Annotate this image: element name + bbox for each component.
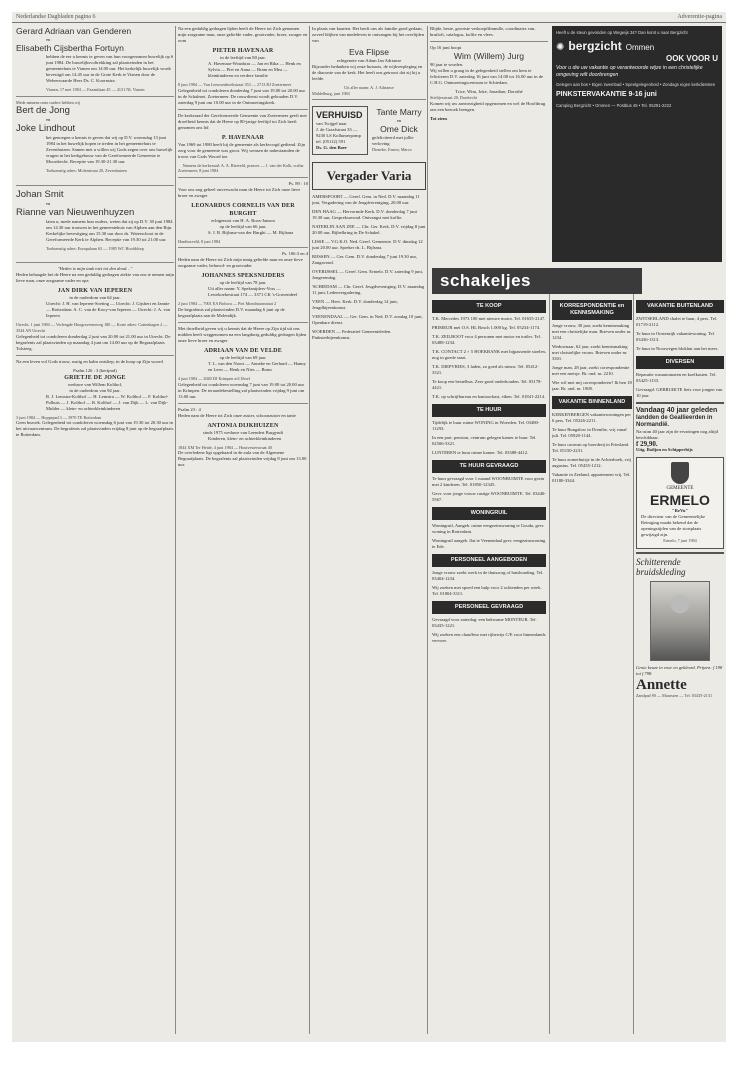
book-ad-price: f 29,90. [636, 440, 658, 448]
classified-item: T.K. ZEILBOOT voor 4 personen met motor en trailer. Tel. 03488-1234. [432, 334, 542, 345]
classified-item: Jonge vrouw zoekt werk in de thuiszorg of huishouding. Tel. 03404-1234. [432, 570, 544, 581]
column-2 [178, 26, 308, 1036]
obituary-name: GRIETJE DE JONGE [64, 374, 126, 381]
obituary-text: Heden nam de Heere tot Zich onze zuster, schoonzuster en tante [178, 412, 296, 418]
classified-item: Jonge man, 28 jaar, zoekt correspondentie met een meisje. Br. ond. nr. 2210. [552, 365, 630, 376]
obituary-quote: "Heden is mijn taak niet tot den dood…" [57, 266, 133, 272]
book-ad-title: Vandaag 40 jaar geleden [636, 407, 718, 414]
bergzicht-logo: bergzicht [568, 38, 622, 53]
obituary-place: 4 juni 1984 — 2040 DJ Krimpen a/d IJssel [178, 375, 250, 381]
classified-item: Tijdelijk te huur ruime WONING in Woerden. Tel. 03480-11293. [432, 420, 540, 431]
fashion-ad-name: Annette [636, 676, 687, 693]
obituary-tail: De begrafenis zal plaatsvinden D.V. maandag 6 juni op de begraafplaats aan de Molendijk. [178, 306, 285, 318]
moved-address: J. de Graafstraat 33 — 9230 LS Kollumerpomp [316, 127, 361, 139]
section-personeel-aangeboden: PERSONEEL AANGEBODEN [432, 554, 546, 567]
obituary-tail: De overledene ligt opgebaard in de aula van de Algemene Begraafplaats. De begrafenis zal plaatsvinden vrijdag 8 juni om 13.00 uur. [178, 450, 307, 468]
obituary-text: De kerkeraad der Gereformeerde Gemeente van Zoetermeer geeft met droefheid kennis dat de Heere op 80-jarige leeftijd tot Zich heeft genomen ons lid [178, 112, 307, 130]
ermelo-notice [636, 457, 724, 549]
section-correspondentie: KORRESPONDENTIE en KENNISMAKING [552, 300, 632, 320]
classified-item: DEN HAAG — Hervormde Kerk. D.V. donderdag 7 juni 19.30 uur, Gespreksavond. Ontvangst met koffie. [312, 209, 417, 221]
classified-item: WOERDEN — Federatief Gemeenteleden. Pinksterbijeenkomst. [312, 329, 392, 341]
congrats-text: gefeliciteerd met jullie verloving [372, 135, 414, 147]
column-divider [175, 26, 176, 1034]
ermelo-name: ERMELO [650, 492, 710, 508]
obituary-place: 3 juni 1984 — Hoppepad 3 — 3970 TE Rotterdam [16, 414, 102, 420]
personeel-gevraagd-list [432, 617, 546, 644]
birthday-intro: Op 16 juni hoopt [430, 45, 462, 50]
municipal-shield-icon [671, 462, 689, 484]
classified-item: In een part. pension, centrum gelegen kamer te huur. Tel. 02506-3321. [432, 435, 537, 446]
classified-item: ZWITSERLAND chalet te huur, 4 pers. Tel. 01719-2112. [636, 316, 718, 327]
obituary-tail: Geen bezoek. Gelegenheid tot condoleren woensdag 6 juni van 19.30 tot 20.30 uur in het uitvaartcentrum. De begrafenis zal plaatsvinden vrijdag 8 juni op de begraafplaats te Rotterdam. [16, 420, 174, 438]
announcement-conjunction: en [46, 117, 51, 123]
column-divider [549, 294, 550, 1034]
moved-notice [312, 106, 368, 155]
section-personeel-gevraagd: PERSONEEL GEVRAAGD [432, 601, 546, 614]
ermelo-sign: Ermelo, 7 juni 1984 [663, 538, 697, 543]
thanks-place: Middelburg, juni 1984 [312, 90, 350, 96]
announcement-name: Rianne van Nieuwenhuyzen [16, 206, 135, 218]
obituary-text: Na een geduldig gedragen lijden heeft de Heere tot Zich genomen mijn zorgzame man, onze geliefde vader, grootvader, broer, zwager en oom [178, 26, 308, 43]
section-diversen: DIVERSEN [636, 356, 724, 369]
classified-item: Te huur Bungalow in Drenthe, vrij vanaf juli. Tel. 05920-1144. [552, 427, 627, 438]
obituary-name: JOHANNES SPEKSNIJDERS [201, 273, 285, 280]
obituary-age: in de ouderdom van 64 jaar. [69, 295, 121, 301]
fashion-ad-text: Grote keuze in voor en gekleurd. Prijzen: f 198 tot f 798. [636, 664, 723, 676]
classified-item: Wie wil met mij corresponderen? Ik ben 18 jaar. Br. ond. nr. 1908. [552, 380, 632, 391]
bergzicht-features: Gelegen aan bos • Eigen zwembad • Speelgelegenheid • Zondags eigen kerkdiensten [556, 81, 716, 87]
obituary-text: Voor ons nog geheel onverwacht nam de Heere tot Zich onze lieve broer en zwager [178, 186, 301, 198]
diversen-list [636, 372, 724, 399]
section-te-huur: TE HUUR [432, 404, 546, 417]
column-1 [16, 26, 174, 1036]
obituary-age: op de leeftijd van 69 jaar. [219, 354, 267, 360]
section-vakantie-binnenland: VAKANTIE BINNENLAND [552, 396, 632, 409]
birthday-age: 90 jaar te worden. [430, 62, 464, 67]
bergzicht-tagline: OOK VOOR U [665, 53, 718, 63]
classified-item: Te koop een bestelbus. Zeer goed onderhouden. Tel. 03178-4421. [432, 379, 542, 390]
obituary-age: op de leeftijd van 66 jaar. [219, 223, 267, 229]
classified-item: Weduwnaar, 62 jaar, zoekt kennismaking met christelijke vrouw. Brieven onder nr. 3301. [552, 344, 628, 361]
bergzicht-pinkster: PINKSTERVAKANTIE 9-16 juni [556, 91, 657, 99]
woningruil-list [432, 523, 546, 550]
obituary-age: sinds 1975 weduwe van Leendert Burgyndt [203, 429, 283, 435]
congrats-conjunction: en [396, 118, 402, 124]
classified-item: Te huur gevraagd voor 1 maand WOONRUIMTE voor gezin met 2 kinderen. Tel. 01850-12345. [432, 476, 545, 487]
classified-item: Woningruil aangeb. flat te Veenendaal gevr. eengezinswoning te Ede. [432, 538, 546, 549]
classified-item: RIJSSEN — Ger. Gem. D.V. donderdag 7 juni 19.30 uur, Zangavond. [312, 254, 417, 266]
section-te-koop: TE KOOP [432, 300, 546, 313]
birthday-closing: Tot ziens [430, 115, 448, 121]
announcement-text: het genoegen u kennis te geven dat wij op D.V. woensdag 13 juni 1984 in het huwelijk hopen te treden in het gemeentehuis te Zevenhuizen. Samen met u willen wij Gods zegen over ons huwelijk vragen in het kerkgebouw van de Gereformeerde Gemeente te Moordrecht. Receptie van 19.30-21.30 uur. [46, 135, 173, 165]
classified-item: PRIMEUR mei O.S. HL Bosch 1.000 kg. Tel. 05234-1174. [432, 325, 541, 330]
birthday-sign: Trice, Wim, Joke, Jonathan, Dorothé [455, 89, 523, 94]
classified-item: Reparatie wasautomaten en koelkasten. Tel. 03425-1133. [636, 372, 717, 383]
obituary-sub: echtgenoot van H. A. Roos-Janson [211, 217, 275, 223]
fashion-ad-address: Zandpad 90 — Maarssen — Tel. 03435-2131 [636, 692, 713, 698]
bergzicht-text: Voor u die uw vakantie op verantwoorde wijze in een christelijke omgeving wilt doorbrengen [556, 64, 703, 78]
obituary-age: in de ouderdom van 94 jaar. [69, 387, 121, 393]
announcement-name: Bert de Jong [16, 105, 70, 117]
announcement-name: Johan Smit [16, 188, 64, 200]
classified-item: Te huur in Oostenrijk vakantiewoning. Tel. 03436-1313. [636, 331, 716, 342]
moved-sub: van Twijgel naar [316, 121, 347, 127]
obituary-name: ADRIAAN VAN DE VELDE [204, 347, 282, 354]
classified-item: 'SCHIEDAM — Chr. Geref. Jeugdvereniging. D.V. maandag 11 juni, Ledenvergadering. [312, 284, 425, 296]
obituary-name: LEONARDUS CORNELIS VAN DER BURGHT [191, 202, 295, 217]
classified-item: OVERIJSSEL — Geref. Gem. Ermelo. D.V. zaterdag 9 juni, Jongerendag. [312, 269, 423, 281]
header-rule [12, 22, 726, 23]
obituary-tail: Gelegenheid tot condoleren donderdag 7 juni van 19.00 tot 20.00 uur in de Schalmei, Zoetermeer. De rouwdienst wordt gehouden D.V. zaterdag 9 juni om 10.00 uur in de Ontmoetingskerk. [178, 87, 306, 105]
obituary-place: 8 juni 1984 — Van Leeuwenhoekstraat 353 — 2713 RJ Zoetermeer [178, 82, 292, 87]
moved-phone: tel. (05112) 591 [316, 139, 346, 145]
column-6 [636, 296, 724, 1036]
announcement-address: Vianen, 17 mei 1984 — Fazantlaan 45 — 4131 NL Vianen [46, 87, 145, 92]
column-divider [633, 294, 634, 1034]
obituary-name: JAN DIRK VAN IEPEREN [57, 288, 133, 295]
page-header-left: Nederlandse Dagbladen pagina 6 [16, 14, 96, 20]
obituary-place: Hardinxveld, 8 juni 1984 [178, 238, 221, 244]
classified-item: T.K. op schrijfbureau en kantoorkast, eiken. Tel. 01841-2214. [432, 394, 546, 399]
birthday-tail: Komen wij uw aanwezigheid opgenomen en wel de Hooftbrug ons een bezoek brengen. [430, 100, 546, 112]
classified-item: Gevr. voor jonge vrouw rustige WOONRUIMTE. Tel. 03440-5567. [432, 491, 546, 502]
psalm-ref: Ps. 106:3 en 4 [281, 251, 308, 257]
newspaper-page [12, 12, 726, 1042]
obituary-family: Uit aller naam: Y. Speksnijders-Voss — Lewekoekestraat 174 — 3371 CK 's-Gravendeel [208, 286, 298, 298]
ermelo-text: De directeur van de Gemeentelijke Reiniging maakt bekend dat de openingstijden van de stortplaats gewijzigd zijn. [641, 514, 706, 537]
thanks-name: Eva Flipse [348, 47, 390, 57]
bergzicht-place: Ommen [625, 42, 655, 52]
section-vakantie-buitenland: VAKANTIE BUITENLAND [636, 300, 724, 313]
birthday-text: Wij willen u graag in de gelegenheid stellen om hem te feliciteren D.V. zaterdag 16 juni van 14.00 tot 16.00 uur in de C.H.G. Ontmoetingscentrum te Schiedam. [430, 68, 544, 85]
obituary-family: R. J. Lemstra-Kolthof — H. Lemstra — W. Kolthof — F. Kolthof-Polhuis — J. Kolthof — R. Kolthof — J. van Dijk — L. van Dijk-Mulder — klein- en achterkleinkinderen [46, 393, 169, 411]
fashion-ad-title: Schitterende bruidskleding [636, 556, 686, 577]
classified-item: AMERSFOORT — Geref. Gem. in Ned. D.V. maandag 11 juni, Vergadering van de Jeugdvereniging, 20.00 uur. [312, 194, 420, 206]
psalm-ref: Ps. 89 : 10 [288, 180, 308, 186]
congrats-notice [372, 103, 426, 158]
classified-item: LUNTEREN te huur ruime kamer. Tel. 03388-4412. [432, 450, 529, 455]
bergzicht-ad [552, 26, 722, 266]
thanks-text: In plaats van kaarten. Het heeft ons als familie goed gedaan, zoveel blijken van medeleven te ontvangen bij het overlijden van [312, 26, 424, 43]
obituary-place: 2 juni 1984 — 7001 EA Bolswa — Piet Mondriaanstraat 2 [178, 301, 277, 307]
announcement-conjunction: en [46, 200, 51, 206]
vakantie-binnenland-list [552, 412, 632, 484]
classified-item: Te huur caravan op boerderij in Friesland. Tel. 05150-2231. [552, 442, 630, 453]
classified-item: Te huur in Noorwegen blokhut aan het meer. [636, 346, 719, 351]
announcement-name: Joke Lindhout [16, 123, 76, 135]
bergzicht-intro: Heeft u de steun gevonden op Wegwijs 34? Dan komt u naar Bergzicht [556, 30, 688, 35]
obituary-place: 1844 XM Ter Heide, 4 juni 1984 — Houtvesterstraat 40 [178, 444, 272, 450]
announcement-conjunction: en [46, 37, 51, 42]
classified-item: KERKENBERGEN vakantiewoningen per 6 pers. Tel. 05226-2211. [552, 412, 631, 423]
classified-item: T.K. DIEPVRIES, 3 laden, zo goed als nieuw. Tel. 05412-3321. [432, 364, 539, 375]
obituary-name: P. HAVENAAR [221, 134, 265, 141]
obituary-text: Heden behaagde het de Heere na een geduldig gedragen ziekte van ons te nemen mijn lieve man, onze zorgzame vader en opa [16, 272, 174, 284]
schakeljes-banner: schakeljes [432, 268, 642, 294]
classified-item: Wij zoeken een chauffeur met rijbewijs C/E voor binnenlands vervoer. [432, 632, 546, 643]
book-ad-subtitle: landden de Geallieerden in Normandië. [636, 415, 713, 428]
classified-item: Gevraagd voor zaterdag: een bekwame MONTEUR. Tel. 03435-1221. [432, 617, 537, 628]
te-koop-list [432, 316, 546, 400]
announcement-address: Toekomstig adres: Europalaan 63 — 1985 WC Hoofddorp [46, 245, 144, 251]
moved-name: Ds. G. den Boer [316, 145, 348, 151]
column-4-top [430, 26, 548, 266]
thanks-sub: echtgenote van Adam Jan Adrianse [336, 58, 402, 63]
column-4-classifieds [432, 296, 546, 1036]
obituary-name: ANTONIA DIJKHUIZEN [207, 422, 279, 429]
thanks-text: Bijzonder bedanken wij onze huisarts, de wijkverpleging en de diaconie van de kerk. Het heeft ons getroost dat zij bij u leefde. [312, 64, 423, 81]
announcement-text: hebben de eer u kennis te geven van hun voorgenomen huwelijk op 6 juni 1984. De huwelijksvoltrekking zal plaatsvinden in het gemeentehuis te Vianen om 14.00 uur. Het kerkelijk huwelijk wordt bevestigd om 14.45 uur in de Grote Kerk te Vianen door de Weleerwaarde Heer Ds. C. Koornstra. [46, 54, 174, 83]
te-huur-list [432, 420, 546, 456]
obituary-family: Kinderen, klein- en achterkleinkinderen [208, 435, 282, 441]
obituary-age: op de leeftijd van 78 jaar. [219, 280, 267, 286]
obituary-family: A. Havenaar-Woudstra — Jan en Rika — Henk en Sylvia — Piet en Anna — Bram en Mea — kleinkinderen en verdere familie [208, 61, 301, 78]
obituary-tail: Gelegenheid tot condoleren donderdag 2 juni van 20.00 tot 21.00 uur in Utrecht. De begrafenis zal plaatsvinden op maandag 4 juni om 14.00 uur op de Begraafplaats Tolsteeg. [16, 333, 171, 351]
column-3 [312, 26, 426, 1036]
classified-item: NATERLIN AAN ZEE — Chr. Ger. Kerk. D.V. vrijdag 8 juni 20.00 uur, Bijbelkring in De Schakel. [312, 224, 426, 236]
classified-item: Woningruil, Aangeb. ruime eengezinswoning te Gouda, gevr. woning in Rotterdam. [432, 523, 545, 534]
ermelo-pre: GEMEENTE [666, 486, 694, 491]
bergzicht-contact: Camping Bergzicht • Ommen — Postbus 45 • Tel. 05291-2222 [556, 103, 672, 109]
classified-item: LISSE — V.G.K.O. Ned. Geref. Gemeente. D.V. dinsdag 12 juni 20.00 uur. Spreker ds. L. Bijlsma. [312, 239, 423, 251]
ermelo-sub: "ReVu" [672, 508, 688, 513]
classified-item: Wij zoeken met spoed een hulp voor 2 ochtenden per week. Tel. 01804-3311. [432, 585, 542, 596]
announcement-name: Elisabeth Cijsbertha Fortuyn [16, 43, 124, 53]
book-ad-text: Na ruim 40 jaar zijn de ervaringen nog altijd beschikbaar. [636, 429, 718, 440]
congrats-name: Ome Dick [380, 124, 418, 135]
classified-item: VEEN — Herv. Kerk. D.V. donderdag 14 juni, Jeugdbijeenkomst. [312, 299, 398, 311]
classified-item: Gevraagd: GEBRUIKTE fiets voor jongen van 10 jaar. [636, 387, 723, 398]
congrats-name: Tante Marry [376, 107, 422, 118]
classified-item: T.K. CONTACT 2 × 5 HOEKBANK met bijpassende stoelen, nog in goede staat. [432, 349, 546, 360]
congrats-sign: Dieneke, Ernest, Marco [372, 147, 412, 153]
obituary-text: Na een leven vol Gods trouw, rustig en kalm ontsliep, in de hoop op Zijn woord [16, 358, 163, 364]
obituary-place: Utrecht, 1 juni 1984 — Verlengde Hoogravenseweg 180 — Korte adres: Cattenhagen 2 — 3544 AN Utrecht [16, 322, 168, 333]
personeel-list [432, 570, 546, 597]
obituary-sign: Namens de kerkeraad: A. A. Rietveld, praeses — J. van der Kolk, scriba [182, 162, 304, 168]
obituary-place: Zoetermeer, 8 juni 1984 [178, 168, 219, 174]
classified-item: T.K. Mercedes 1973 100 met nieuwe motor. Tel. 01655-2147. [432, 316, 546, 321]
column-divider [427, 26, 428, 1034]
classified-item: Jonge vrouw, 30 jaar, zoekt kennismaking met een christelijke man. Brieven onder nr. 1234. [552, 323, 632, 340]
obituary-family: S. J. B. Bijlsma-van der Burght — M. Bijlsma [208, 229, 294, 235]
vergader-list [312, 194, 426, 341]
obituary-tail: Gelegenheid tot condoleren woensdag 7 juni van 19.00 tot 20.00 uur in Krimpen. De teraardebestelling zal plaatsvinden vrijdag 9 juni om 13.00 uur. [178, 381, 305, 399]
obituary-text: Heden nam de Heere tot Zich mijn innig geliefde man en onze lieve zorgzame vader, behuwd- en grootvader [178, 257, 303, 269]
announcement-text: laten u, mede namens hun ouders, weten dat zij op D.V. 30 juni 1984 om 14.30 uur trouwen in het gemeentehuis van Alphen aan den Rijn. Kerkelijke bevestiging om 15.30 uur door ds. Waterschoot in de Gereformeerde Kerk te Alphen. Receptie van 19.30 tot 21.00 uur. [46, 218, 173, 242]
correspondentie-list [552, 323, 632, 392]
psalm-ref: Psalm 23 : 4 [178, 406, 201, 412]
obituary-family: T. L. van den Noort — Anneke en Gerhard — Hanny en Leen — Henk en Nies — Bram [208, 360, 306, 372]
obituary-sub: weduwe van Willem Kolthof, [67, 381, 123, 387]
obituary-text: Met droefheid geven wij u kennis dat de Heere op Zijn tijd uit ons midden heeft weggenomen na een langdurig geduldig gedragen lijden onze lieve broer en zwager [178, 325, 307, 343]
bride-photo [650, 581, 710, 661]
vakantie-buitenland-list [636, 316, 724, 352]
birthday-name: Wim (Willem) Jurg [453, 51, 525, 61]
section-te-huur-gevraagd: TE HUUR GEVRAAGD [432, 460, 546, 473]
obituary-name: PIETER HAVENAAR [212, 48, 274, 54]
intro-text: Blijde, beste, grootste verkoopfilmnulle, coordinates van, bruiloft, catalogus, koffie en vlees. [430, 26, 536, 37]
gevraagd-list [432, 476, 546, 503]
announcement-name: Gerard Adriaan van Genderen [16, 26, 132, 36]
bergzicht-flame-icon: ✺ [556, 41, 565, 53]
announcement-intro: Mede namens onze ouders hebben wij [16, 99, 81, 105]
classified-item: Vakantie in Zeeland, appartement vrij. Tel. 01180-3344. [552, 472, 631, 483]
obituary-family: Utrecht: J. H. van Ieperen-Soeting — Utrecht: J. Gijsbert en Jannie — Rotterdam: A. C. van de Kooy-van Ieperen — Utrecht: J. A. van Ieperen [46, 301, 171, 319]
book-ad-publisher: Uitg. Boiljon en Schipperbijs [636, 447, 693, 452]
column-5 [552, 296, 632, 1036]
thanks-sign: Uit aller naam: A. J. Adrianse [344, 85, 394, 90]
obituary-psalm: Psalm 126 : 3 (berijmd) [73, 367, 117, 373]
announcement-address: Toekomstig adres: Molenstraat 20, Zevenhuizen [46, 168, 127, 174]
classified-item: VEENENDAAL — Ger. Gem. in Ned. D.V. zondag 10 juni, Openbare dienst. [312, 314, 423, 326]
obituary-age: in de leeftijd van 80 jaar. [220, 55, 266, 60]
obituary-text: Van 1969 tot 1980 heeft hij de gemeente als kerkvoogd gediend. Zijn zorg voor de gemeente was groot. Wij wensen de nabestaanden de troost van Gods Woord toe. [178, 141, 306, 159]
vergader-varia-logo: Vergader Varia [312, 162, 426, 190]
section-woningruil: WONINGRUIL [432, 507, 546, 520]
page-header-right: Adverentie-pagina [677, 14, 722, 20]
column-divider [309, 26, 310, 1034]
moved-title: VERHUISD [316, 110, 363, 121]
classified-item: Te huur zomerhuisje in de Achterhoek, vrij augustus. Tel. 05435-1212. [552, 457, 631, 468]
birthday-place: Stieltjesstraat 20, Dordrecht [430, 95, 477, 100]
